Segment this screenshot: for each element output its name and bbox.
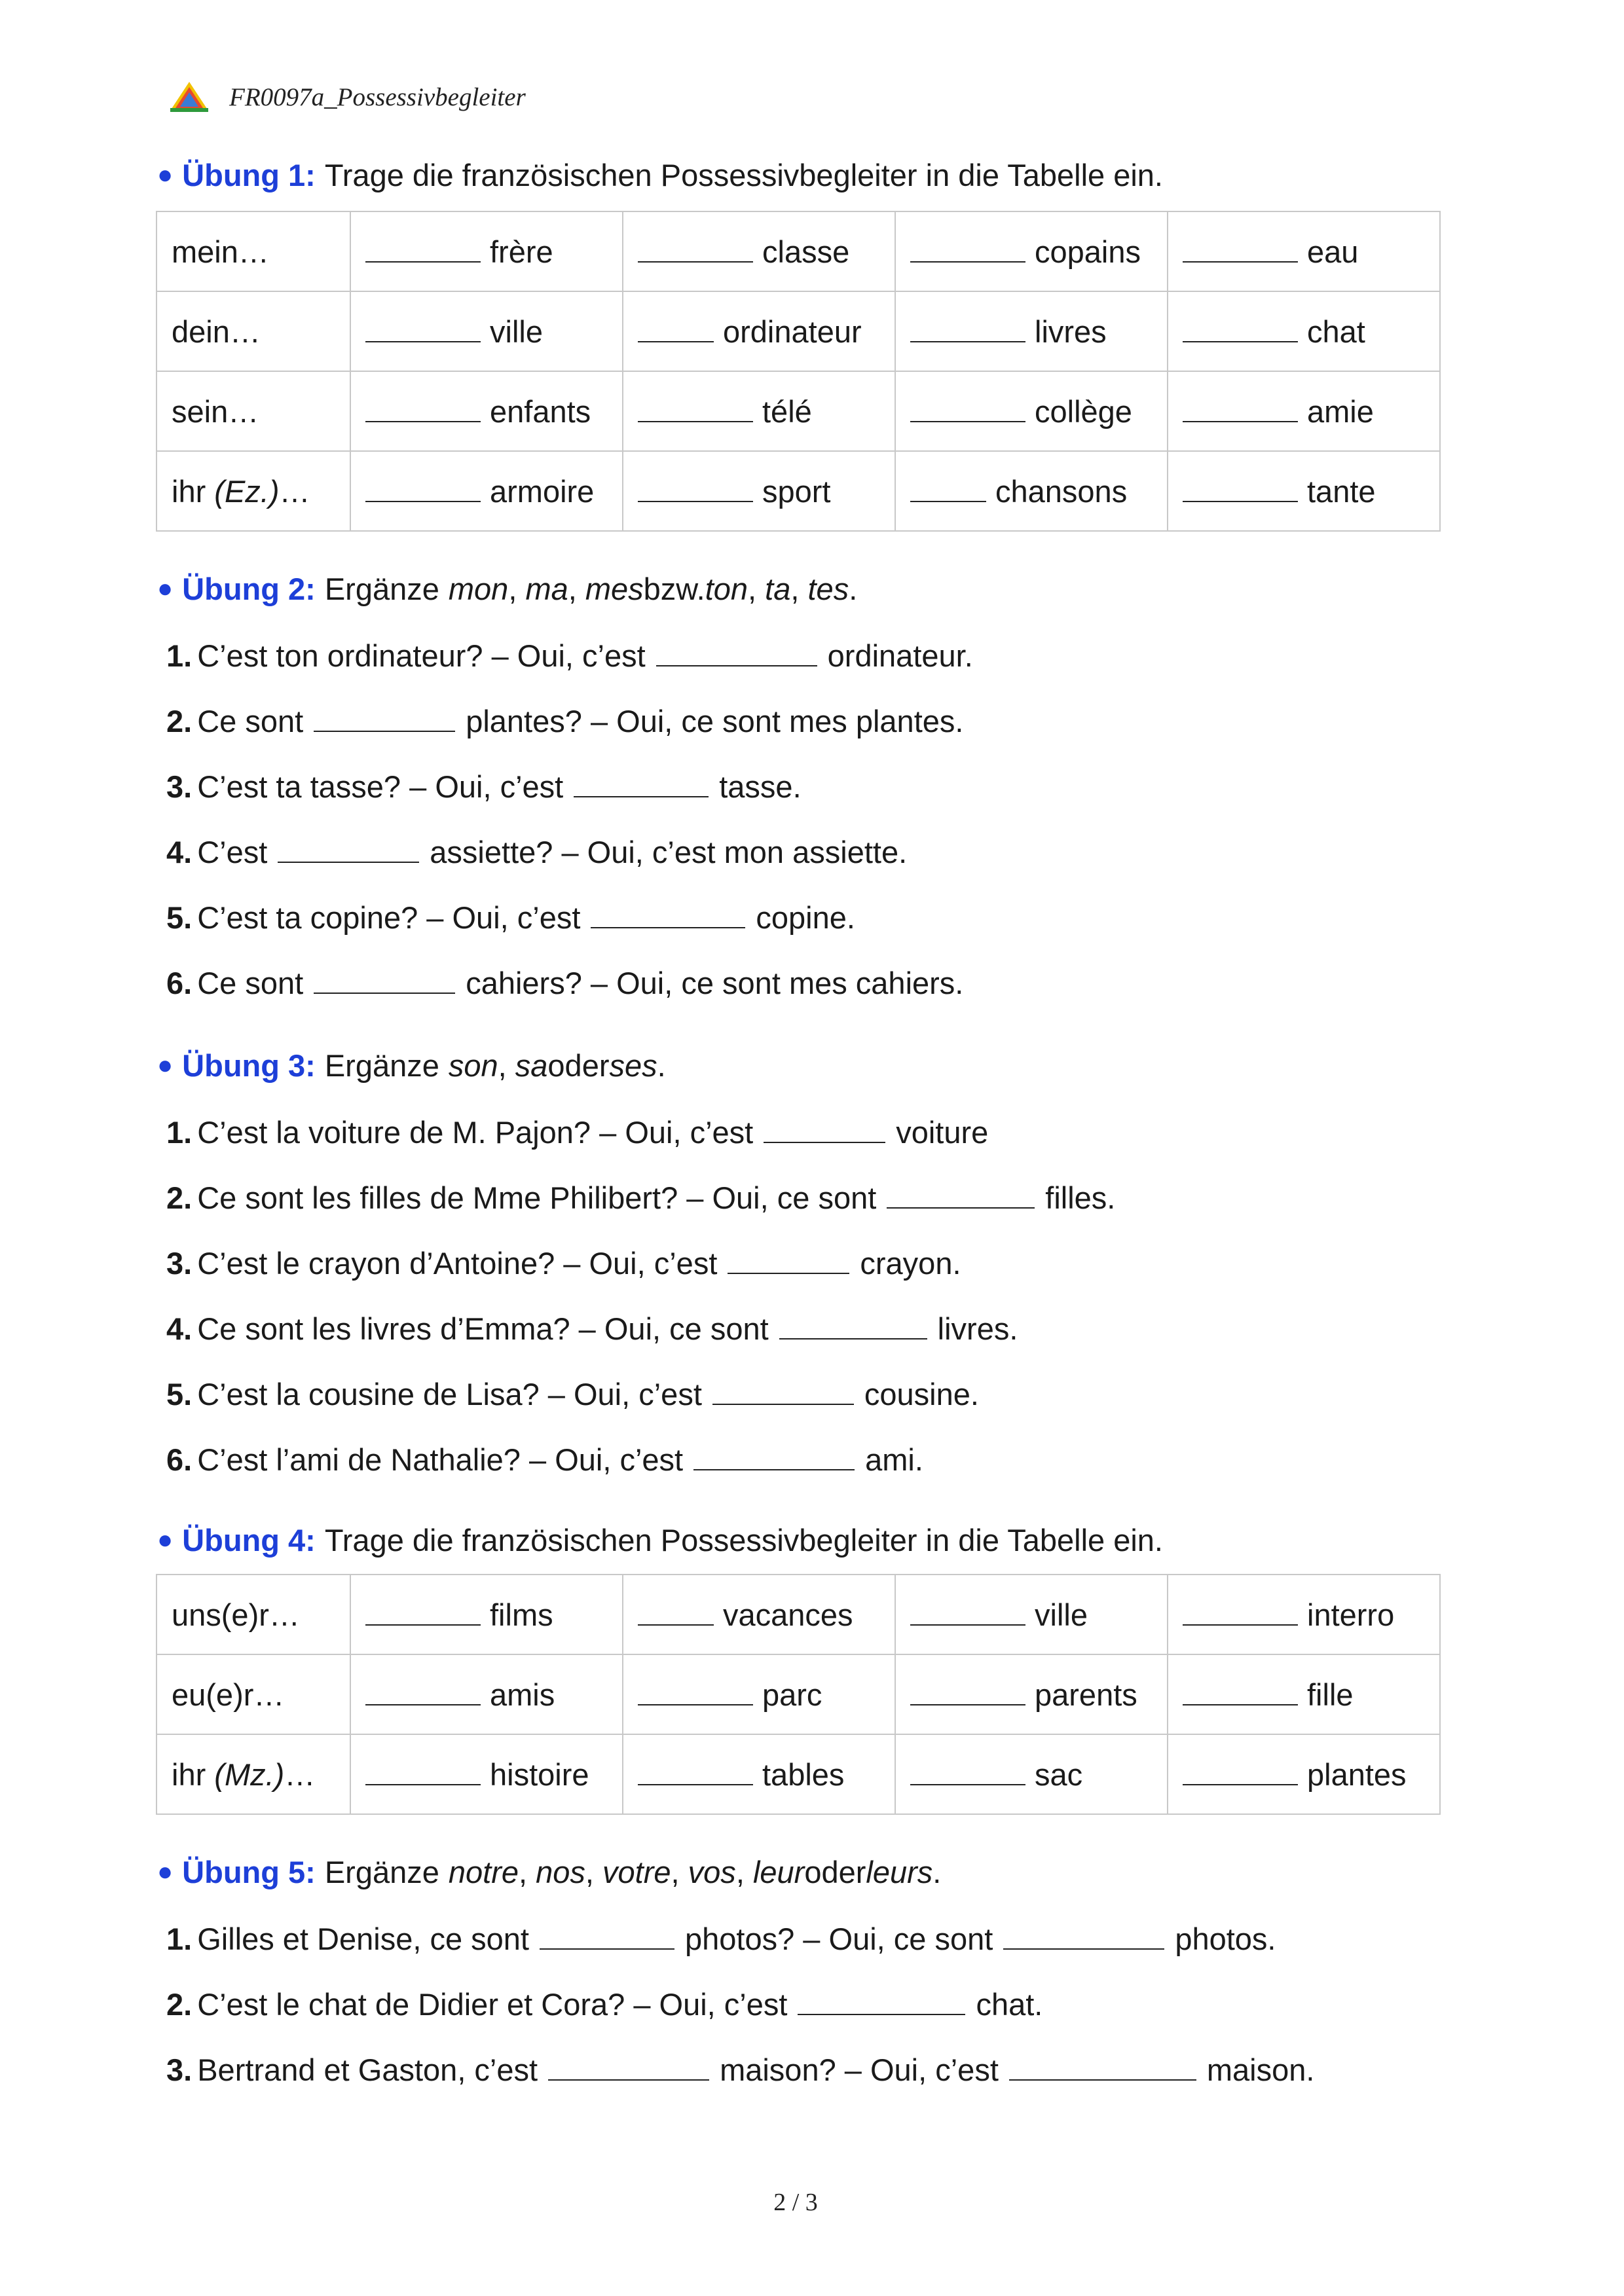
table-cell <box>895 291 1168 371</box>
sentence-number: 5. <box>166 900 193 935</box>
bullet-icon: ● <box>157 1857 174 1886</box>
connector-word: oder <box>804 1855 866 1889</box>
connector-word: oder <box>547 1048 610 1083</box>
answer-blank[interactable] <box>548 2074 709 2081</box>
noun: films <box>490 1597 553 1632</box>
sentence-text: C’est <box>197 835 268 869</box>
table-cell <box>623 371 895 451</box>
table-cell <box>895 451 1168 531</box>
row-label <box>157 1575 350 1654</box>
answer-blank[interactable] <box>887 1202 1035 1209</box>
possessive-word: son <box>448 1048 498 1083</box>
exercise-1-table <box>156 211 1441 532</box>
answer-blank[interactable] <box>365 1699 481 1705</box>
noun: ville <box>1035 1597 1088 1632</box>
possessive-word: votre <box>602 1855 671 1889</box>
possessive-word: ton <box>705 572 748 606</box>
answer-blank[interactable] <box>910 336 1025 342</box>
row-label-suffix: … <box>284 1757 316 1792</box>
noun: vacances <box>723 1597 853 1632</box>
answer-blank[interactable] <box>910 496 986 502</box>
noun: télé <box>762 393 812 429</box>
table-row <box>157 211 1440 291</box>
exercise-instruction: Trage die französischen Possessivbegleiter in die Tabelle ein. <box>324 1523 1163 1558</box>
answer-blank[interactable] <box>656 660 817 666</box>
noun: chansons <box>995 473 1128 509</box>
sentence-text: Gilles et Denise, ce sont <box>197 1922 529 1956</box>
answer-blank[interactable] <box>638 256 753 263</box>
answer-blank[interactable] <box>1009 2074 1196 2081</box>
sentence-text: cahiers? – Oui, ce sont mes cahiers. <box>466 966 964 1000</box>
noun: tante <box>1307 473 1376 509</box>
table-cell <box>1168 1654 1440 1734</box>
exercise-sentence <box>166 638 973 674</box>
sentence-text: Ce sont <box>197 704 304 738</box>
possessive-word: mon <box>448 572 509 606</box>
answer-blank[interactable] <box>728 1267 849 1274</box>
sentence-text: plantes? – Oui, ce sont mes plantes. <box>466 704 964 738</box>
sentence-text: Ce sont les filles de Mme Philibert? – Oui, ce sont <box>197 1180 877 1215</box>
row-label-suffix: … <box>279 473 310 509</box>
sentence-number: 1. <box>166 1115 193 1150</box>
table-cell <box>350 371 623 451</box>
answer-blank[interactable] <box>910 1619 1025 1626</box>
exercise-sentence <box>166 1311 1018 1347</box>
noun: fille <box>1307 1677 1354 1712</box>
noun: ville <box>490 314 543 349</box>
noun: sac <box>1035 1757 1083 1792</box>
answer-blank[interactable] <box>365 1619 481 1626</box>
row-label <box>157 211 350 291</box>
sentence-number: 6. <box>166 1442 193 1477</box>
table-cell <box>350 291 623 371</box>
row-label <box>157 1654 350 1734</box>
possessive-word: nos <box>536 1855 585 1889</box>
noun: tables <box>762 1757 845 1792</box>
exercise-sentence <box>166 1376 979 1412</box>
sentence-text: copine. <box>756 900 855 935</box>
document-header <box>169 77 526 117</box>
answer-blank[interactable] <box>910 256 1025 263</box>
sentence-text: voiture <box>896 1115 989 1150</box>
table-cell <box>623 211 895 291</box>
exercise-5-heading: ● Übung 5: Ergänze notre , nos , votre , vos , leur oder leurs . <box>157 1855 942 1889</box>
answer-blank[interactable] <box>365 336 481 342</box>
table-cell <box>1168 1734 1440 1814</box>
sentence-number: 4. <box>166 835 193 869</box>
sentence-number: 3. <box>166 2052 193 2087</box>
sentence-number: 3. <box>166 1246 193 1281</box>
sentence-text: C’est ton ordinateur? – Oui, c’est <box>197 638 646 673</box>
exercise-sentence <box>166 1245 961 1281</box>
noun: collège <box>1035 393 1132 429</box>
answer-blank[interactable] <box>910 1779 1025 1785</box>
noun: frère <box>490 234 553 269</box>
sentence-number: 5. <box>166 1377 193 1412</box>
table-cell <box>1168 211 1440 291</box>
sentence-text: assiette? – Oui, c’est mon assiette. <box>430 835 908 869</box>
table-cell <box>895 371 1168 451</box>
logo-icon <box>169 81 210 113</box>
exercise-4-table <box>156 1574 1441 1815</box>
sentence-text: cousine. <box>864 1377 979 1412</box>
noun: livres <box>1035 314 1107 349</box>
table-cell <box>623 1654 895 1734</box>
answer-blank[interactable] <box>1183 256 1298 263</box>
sentence-number: 1. <box>166 638 193 673</box>
answer-blank[interactable] <box>574 791 709 797</box>
answer-blank[interactable] <box>591 922 745 928</box>
sentence-text: C’est l’ami de Nathalie? – Oui, c’est <box>197 1442 684 1477</box>
noun: histoire <box>490 1757 589 1792</box>
exercise-label: Übung 5: <box>182 1855 316 1889</box>
sentence-text: crayon. <box>860 1246 961 1281</box>
answer-blank[interactable] <box>1183 1619 1298 1626</box>
sentence-text: photos? – Oui, ce sont <box>685 1922 993 1956</box>
noun: interro <box>1307 1597 1395 1632</box>
row-label-text: ihr <box>172 473 206 509</box>
table-cell <box>350 1575 623 1654</box>
row-label-text: mein… <box>172 234 269 269</box>
sentence-number: 4. <box>166 1311 193 1346</box>
answer-blank[interactable] <box>1183 496 1298 502</box>
answer-blank[interactable] <box>638 496 753 502</box>
bullet-icon: ● <box>157 1051 174 1080</box>
exercise-sentence <box>166 1180 1115 1216</box>
table-cell <box>895 1654 1168 1734</box>
table-cell <box>623 1734 895 1814</box>
noun: plantes <box>1307 1757 1407 1792</box>
table-cell <box>350 211 623 291</box>
answer-blank[interactable] <box>314 725 455 732</box>
sentence-text: C’est la cousine de Lisa? – Oui, c’est <box>197 1377 702 1412</box>
answer-blank[interactable] <box>910 416 1025 422</box>
table-cell <box>1168 371 1440 451</box>
noun: enfants <box>490 393 591 429</box>
row-label-text: eu(e)r… <box>172 1677 285 1712</box>
answer-blank[interactable] <box>314 987 455 994</box>
noun: eau <box>1307 234 1359 269</box>
answer-blank[interactable] <box>638 336 714 342</box>
exercise-sentence <box>166 900 855 936</box>
exercise-1-heading <box>157 157 1163 193</box>
answer-blank[interactable] <box>764 1137 885 1143</box>
table-cell <box>1168 451 1440 531</box>
table-row <box>157 1654 1440 1734</box>
row-label-text: ihr <box>172 1757 206 1792</box>
noun: armoire <box>490 473 595 509</box>
answer-blank[interactable] <box>638 1699 753 1705</box>
answer-blank[interactable] <box>1183 336 1298 342</box>
noun: amie <box>1307 393 1374 429</box>
answer-blank[interactable] <box>638 416 753 422</box>
noun: classe <box>762 234 850 269</box>
exercise-sentence <box>166 1986 1043 2022</box>
table-cell <box>350 1734 623 1814</box>
connector-word: bzw. <box>643 572 705 606</box>
row-label-qualifier: (Ez.) <box>214 473 280 509</box>
table-cell <box>350 1654 623 1734</box>
row-label-text: sein… <box>172 393 259 429</box>
sentence-text: chat. <box>976 1987 1043 2022</box>
sentence-number: 2. <box>166 1987 193 2022</box>
exercise-2-heading: ● Übung 2: Ergänze mon , ma , mes bzw. ton , ta , tes . <box>157 572 858 606</box>
sentence-text: C’est ta tasse? – Oui, c’est <box>197 769 564 804</box>
exercise-sentence <box>166 965 963 1001</box>
exercise-sentence <box>166 834 907 870</box>
exercise-instruction: Trage die französischen Possessivbegleiter in die Tabelle ein. <box>324 158 1163 192</box>
answer-blank[interactable] <box>365 496 481 502</box>
possessive-word: tes <box>807 572 849 606</box>
answer-blank[interactable] <box>365 256 481 263</box>
answer-blank[interactable] <box>910 1699 1025 1705</box>
noun: chat <box>1307 314 1365 349</box>
noun: amis <box>490 1677 555 1712</box>
bullet-icon: ● <box>157 574 174 603</box>
row-label <box>157 371 350 451</box>
table-row <box>157 451 1440 531</box>
answer-blank[interactable] <box>1183 1699 1298 1705</box>
sentence-text: Ce sont les livres d’Emma? – Oui, ce sont <box>197 1311 769 1346</box>
answer-blank[interactable] <box>540 1943 674 1950</box>
sentence-text: Ce sont <box>197 966 304 1000</box>
bullet-icon: ● <box>157 1525 174 1554</box>
sentence-text: C’est le crayon d’Antoine? – Oui, c’est <box>197 1246 718 1281</box>
possessive-word: ta <box>765 572 791 606</box>
document-id: FR0097a_Possessivbegleiter <box>229 82 526 111</box>
sentence-text: C’est ta copine? – Oui, c’est <box>197 900 581 935</box>
table-cell <box>895 211 1168 291</box>
sentence-text: tasse. <box>719 769 802 804</box>
exercise-sentence <box>166 1921 1276 1957</box>
row-label-text: dein… <box>172 314 261 349</box>
answer-blank[interactable] <box>638 1779 753 1785</box>
possessive-word: notre <box>448 1855 519 1889</box>
bullet-icon: ● <box>157 160 174 189</box>
exercise-sentence <box>166 703 963 739</box>
sentence-number: 6. <box>166 966 193 1000</box>
sentence-text: Bertrand et Gaston, c’est <box>197 2052 538 2087</box>
sentence-text: filles. <box>1045 1180 1116 1215</box>
answer-blank[interactable] <box>638 1619 714 1626</box>
table-cell <box>1168 1575 1440 1654</box>
exercise-label: Übung 4: <box>182 1523 316 1558</box>
exercise-sentence <box>166 769 802 805</box>
answer-blank[interactable] <box>1183 416 1298 422</box>
noun: parc <box>762 1677 822 1712</box>
sentence-number: 3. <box>166 769 193 804</box>
sentence-number: 2. <box>166 704 193 738</box>
answer-blank[interactable] <box>693 1464 855 1470</box>
answer-blank[interactable] <box>712 1398 854 1405</box>
sentence-text: livres. <box>937 1311 1018 1346</box>
noun: ordinateur <box>723 314 862 349</box>
table-cell <box>623 451 895 531</box>
exercise-instruction: Ergänze <box>324 572 439 606</box>
possessive-word: vos <box>688 1855 736 1889</box>
table-cell <box>895 1575 1168 1654</box>
exercise-4-heading <box>157 1522 1163 1558</box>
page-number: 2 / 3 <box>773 2189 818 2216</box>
answer-blank[interactable] <box>365 416 481 422</box>
possessive-word: ma <box>525 572 568 606</box>
row-label-qualifier: (Mz.) <box>214 1757 285 1792</box>
possessive-word: leur <box>752 1855 805 1889</box>
table-cell <box>623 1575 895 1654</box>
sentence-number: 2. <box>166 1180 193 1215</box>
sentence-text: ordinateur. <box>827 638 973 673</box>
sentence-text: photos. <box>1175 1922 1276 1956</box>
noun: parents <box>1035 1677 1137 1712</box>
possessive-word: sa <box>515 1048 548 1083</box>
sentence-text: ami. <box>865 1442 923 1477</box>
sentence-text: C’est le chat de Didier et Cora? – Oui, c’est <box>197 1987 788 2022</box>
exercise-label: Übung 3: <box>182 1048 316 1083</box>
possessive-word: mes <box>585 572 644 606</box>
answer-blank[interactable] <box>1183 1779 1298 1785</box>
row-label-text: uns(e)r… <box>172 1597 300 1632</box>
sentence-text: maison. <box>1206 2052 1315 2087</box>
exercise-sentence <box>166 1114 988 1150</box>
answer-blank[interactable] <box>365 1779 481 1785</box>
exercise-instruction: Ergänze <box>324 1048 439 1083</box>
table-cell <box>623 291 895 371</box>
sentence-text: C’est la voiture de M. Pajon? – Oui, c’est <box>197 1115 754 1150</box>
table-row <box>157 371 1440 451</box>
exercise-3-heading: ● Übung 3: Ergänze son , sa oder ses . <box>157 1048 666 1083</box>
table-cell <box>350 451 623 531</box>
noun: copains <box>1035 234 1141 269</box>
table-row <box>157 1575 1440 1654</box>
answer-blank[interactable] <box>278 856 419 863</box>
exercise-instruction: Ergänze <box>324 1855 439 1889</box>
exercise-label: Übung 1: <box>182 158 316 192</box>
answer-blank[interactable] <box>1003 1943 1164 1950</box>
exercise-sentence <box>166 1442 923 1478</box>
row-label <box>157 451 350 531</box>
sentence-text: maison? – Oui, c’est <box>720 2052 999 2087</box>
table-row <box>157 291 1440 371</box>
table-cell <box>895 1734 1168 1814</box>
sentence-number: 1. <box>166 1922 193 1956</box>
answer-blank[interactable] <box>779 1333 927 1339</box>
exercise-sentence <box>166 2052 1314 2088</box>
row-label <box>157 291 350 371</box>
answer-blank[interactable] <box>798 2009 965 2015</box>
possessive-word: leurs <box>866 1855 933 1889</box>
exercise-label: Übung 2: <box>182 572 316 606</box>
table-cell <box>1168 291 1440 371</box>
possessive-word: ses <box>609 1048 657 1083</box>
noun: sport <box>762 473 831 509</box>
table-row <box>157 1734 1440 1814</box>
row-label <box>157 1734 350 1814</box>
